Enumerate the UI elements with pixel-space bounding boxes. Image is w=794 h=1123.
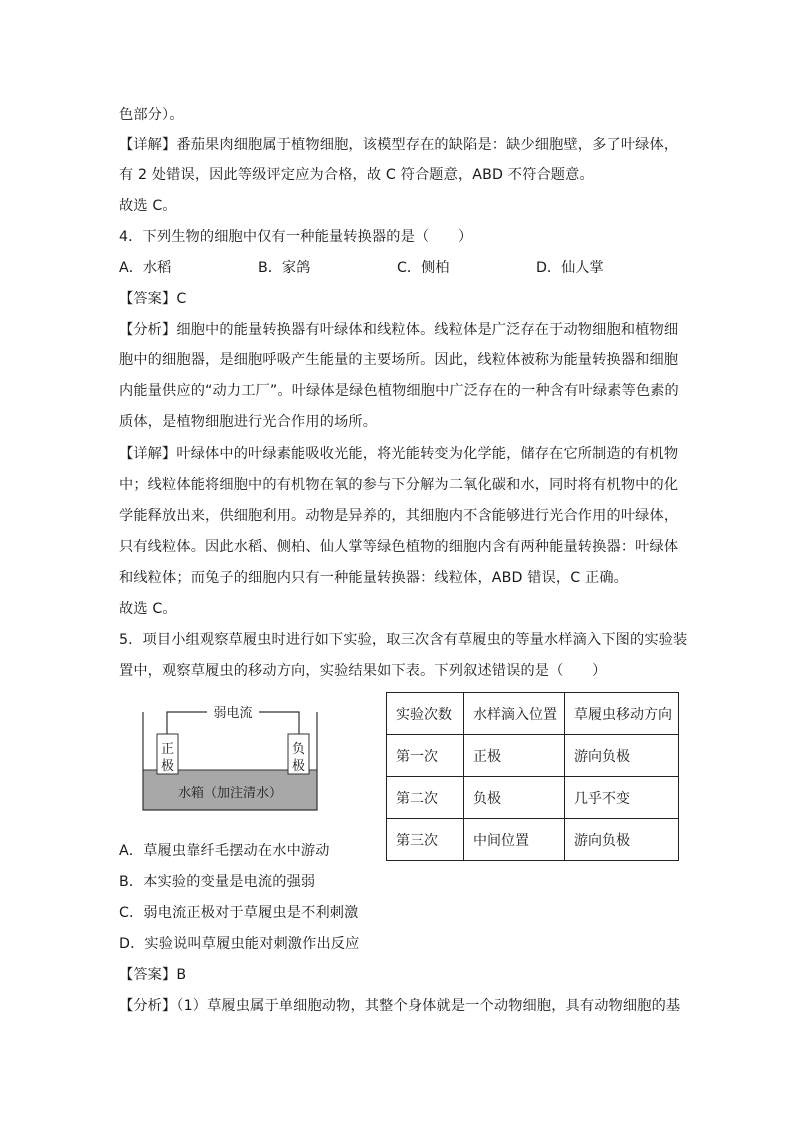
option-a: A．草履虫靠纤毛摆动在水中游动 xyxy=(119,843,330,859)
negative-label-char-2: 极 xyxy=(291,759,306,774)
table-row xyxy=(387,819,679,861)
table-row xyxy=(387,735,679,777)
positive-label-char-2: 极 xyxy=(160,759,175,774)
table-cell: 几乎不变 xyxy=(565,777,679,819)
table-cell: 中间位置 xyxy=(464,819,565,861)
text-line: 学能释放出来，供细胞利用。动物是异养的，其细胞内不含能够进行光合作用的叶绿体， xyxy=(119,508,679,524)
text-line: 【分析】细胞中的能量转换器有叶绿体和线粒体。线粒体是广泛存在于动物细胞和植物细 xyxy=(119,322,679,338)
option-b: B．本实验的变量是电流的强弱 xyxy=(119,874,316,890)
text-line: 内能量供应的“动力工厂”。叶绿体是绿色植物细胞中广泛存在的一种含有叶绿素等色素的 xyxy=(119,383,679,399)
text-line: 色部分）。 xyxy=(119,107,184,123)
table-cell: 正极 xyxy=(464,735,565,777)
question-4-options xyxy=(119,258,679,278)
text-line: 胞中的细胞器，是细胞呼吸产生能量的主要场所。因此，线粒体被称为能量转换器和细胞 xyxy=(119,352,679,368)
text-line: 有 2 处错误，因此等级评定应为合格，故 C 符合题意，ABD 不符合题意。 xyxy=(119,167,594,183)
option-d: D．实验说叫草履虫能对刺激作出反应 xyxy=(119,936,360,952)
table-header-cell: 水样滴入位置 xyxy=(464,693,565,735)
answer-line: 【答案】C xyxy=(119,291,187,307)
table-header-cell: 草履虫移动方向 xyxy=(565,693,679,735)
table-row xyxy=(387,777,679,819)
positive-label-char-1: 正 xyxy=(160,742,175,757)
table-cell: 第一次 xyxy=(387,735,464,777)
negative-label-char-1: 负 xyxy=(291,742,306,757)
text-line: 质体，是植物细胞进行光合作用的场所。 xyxy=(119,414,378,430)
table-cell: 第二次 xyxy=(387,777,464,819)
option-b: B．家鸽 xyxy=(258,260,311,276)
text-line: 故选 C。 xyxy=(119,601,177,617)
text-line: 【详解】番茄果肉细胞属于植物细胞，该模型存在的缺陷是：缺少细胞壁，多了叶绿体， xyxy=(119,137,679,153)
text-line: 【分析】（1）草履虫属于单细胞动物，其整个身体就是一个动物细胞，具有动物细胞的基 xyxy=(119,998,681,1014)
question-4-stem: 4．下列生物的细胞中仅有一种能量转换器的是（ ） xyxy=(119,229,473,245)
tank-label: 水箱（加注清水） xyxy=(177,786,283,801)
option-d: D．仙人掌 xyxy=(536,260,604,276)
apparatus-diagram xyxy=(140,700,322,818)
option-c: C．弱电流正极对于草履虫是不利刺激 xyxy=(119,905,359,921)
table-header-row xyxy=(387,693,679,735)
text-line: 【详解】叶绿体中的叶绿素能吸收光能，将光能转变为化学能，储存在它所制造的有机物 xyxy=(119,446,679,462)
text-line: 和线粒体；而兔子的细胞内只有一种能量转换器：线粒体，ABD 错误，C 正确。 xyxy=(119,570,628,586)
text-line: 中；线粒体能将细胞中的有机物在氧的参与下分解为二氧化碳和水，同时将有机物中的化 xyxy=(119,477,679,493)
results-table xyxy=(386,692,679,861)
option-c: C．侧柏 xyxy=(397,260,450,276)
table-cell: 游向负极 xyxy=(565,819,679,861)
table-cell: 游向负极 xyxy=(565,735,679,777)
text-line: 只有线粒体。因此水稻、侧柏、仙人掌等绿色植物的细胞内含有两种能量转换器：叶绿体 xyxy=(119,539,679,555)
table-cell: 负极 xyxy=(464,777,565,819)
option-a: A．水稻 xyxy=(119,260,172,276)
table-header-cell: 实验次数 xyxy=(387,693,464,735)
question-5-stem: 置中，观察草履虫的移动方向，实验结果如下表。下列叙述错误的是（ ） xyxy=(119,663,607,679)
answer-line: 【答案】B xyxy=(119,967,187,983)
question-5-stem: 5．项目小组观察草履虫时进行如下实验，取三次含有草履虫的等量水样滴入下图的实验装 xyxy=(119,632,688,648)
text-line: 故选 C。 xyxy=(119,198,177,214)
current-label: 弱电流 xyxy=(213,706,253,721)
table-cell: 第三次 xyxy=(387,819,464,861)
